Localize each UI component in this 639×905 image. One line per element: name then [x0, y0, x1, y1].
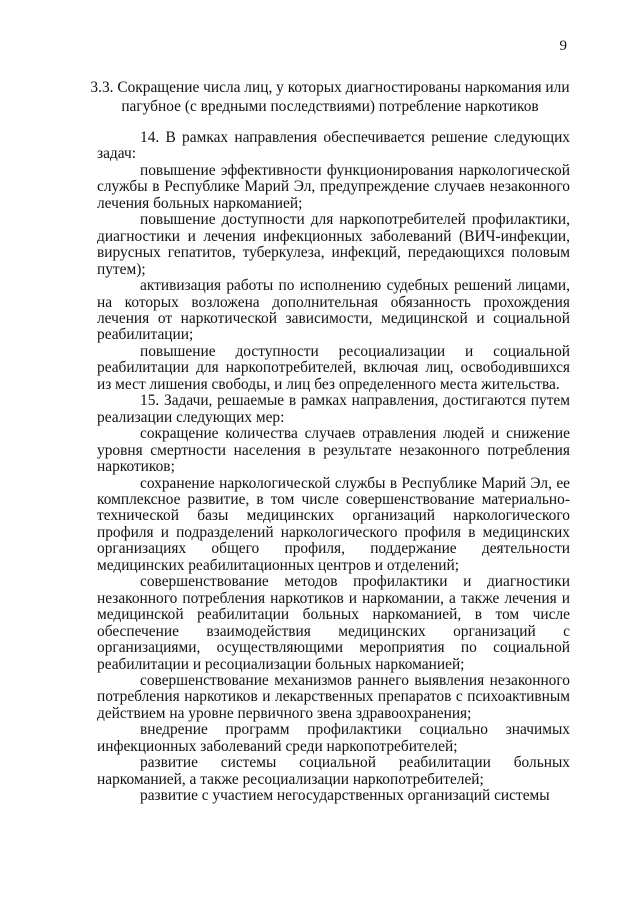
paragraph-measure-prevention-programs: внедрение программ профилактики социально значимых инфекционных заболеваний среди наркопотребителей;	[97, 721, 570, 755]
paragraph-task-efficiency: повышение эффективности функционирования наркологической службы в Республике Марий Эл, предупреждение случаев незаконного лечения больных наркоманией;	[97, 161, 570, 212]
paragraph-item-14: 14. В рамках направления обеспечивается решение следующих задач:	[97, 129, 570, 163]
paragraph-measure-early-detection: совершенствование механизмов раннего выявления незаконного потребления наркотиков и лекарственных препаратов с психоактивным действием на уровне первичного звена здравоохранения;	[97, 671, 570, 722]
page-number: 9	[559, 38, 567, 54]
paragraph-measure-rehabilitation: развитие системы социальной реабилитации больных наркоманией, а также ресоциализации наркопотребителей;	[97, 754, 570, 788]
paragraph-measure-poisoning: сокращение количества случаев отравления людей и снижение уровня смертности населения в результате незаконного потребления наркотиков;	[97, 425, 570, 476]
section-heading: 3.3. Сокращение числа лиц, у которых диагностированы наркомания или пагубное (с вредными последствиями) потребление наркотиков	[90, 79, 570, 115]
paragraph-measure-methods: совершенствование методов профилактики и диагностики незаконного потребления наркотиков и наркомании, а также лечения и медицинской реабилитации больных наркоманией, в том числе обеспечение взаимодействия медицинских организаций с организациями, осуществляющими мероприятия по социальной реабилитации и ресоциализации больных наркоманией;	[97, 573, 570, 673]
paragraph-item-15: 15. Задачи, решаемые в рамках направления, достигаются путем реализации следующих мер:	[97, 392, 570, 426]
paragraph-measure-ngo: развитие с участием негосударственных организаций системы	[140, 787, 550, 805]
paragraph-task-court-decisions: активизация работы по исполнению судебных решений лицами, на которых возложена дополнительная обязанность прохождения лечения от наркотической зависимости, медицинской и социальной реабилитации;	[97, 277, 570, 344]
paragraph-measure-narcology-service: сохранение наркологической службы в Республике Марий Эл, ее комплексное развитие, в том числе совершенствование материально-технической базы медицинских организаций наркологического профиля и подразделений наркологического профиля в медицинских организациях общего профиля, поддержание деятельности медицинских реабилитационных центров и отделений;	[97, 474, 570, 574]
paragraph-task-accessibility: повышение доступности для наркопотребителей профилактики, диагностики и лечения инфекционных заболеваний (ВИЧ-инфекции, вирусных гепатитов, туберкулеза, инфекций, передающихся половым путем);	[97, 211, 570, 278]
document-body	[97, 130, 570, 805]
paragraph-task-resocialization: повышение доступности ресоциализации и социальной реабилитации для наркопотребителей, включая лиц, освободившихся из мест лишения свободы, и лиц без определенного места жительства.	[97, 342, 570, 393]
